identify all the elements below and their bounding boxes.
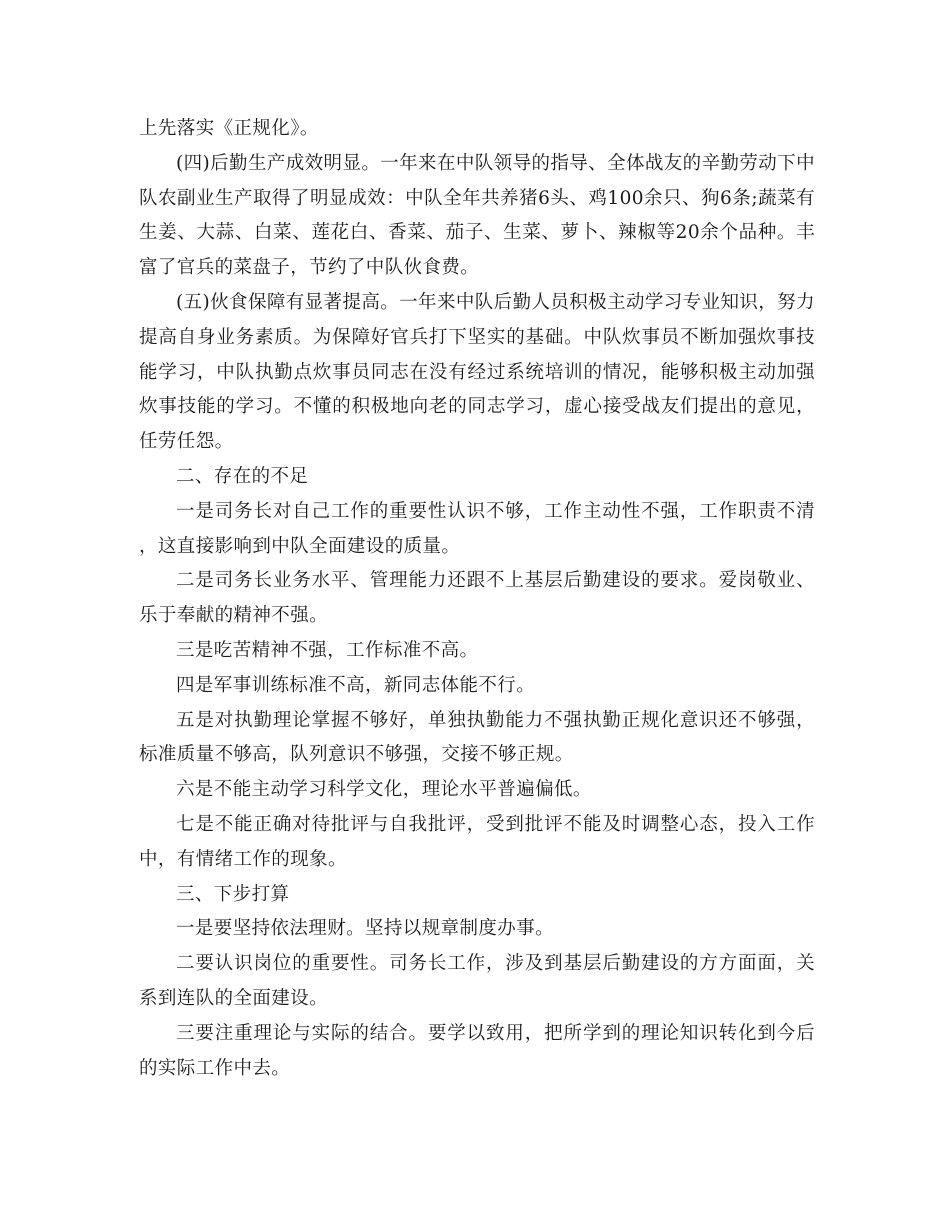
document-body xyxy=(139,112,815,1086)
section-heading-shortcomings: 二、存在的不足 xyxy=(176,465,309,487)
section-heading-next-steps: 三、下步打算 xyxy=(176,883,290,905)
plan-item-2: 二要认识岗位的重要性。司务长工作，涉及到基层后勤建设的方方面面，关系到连队的全面建设。 xyxy=(139,953,815,1009)
plan-item-3: 三要注重理论与实际的结合。要学以致用，把所学到的理论知识转化到今后的实际工作中去。 xyxy=(139,1022,815,1079)
shortcoming-item-6: 六是不能主动学习科学文化，理论水平普遍偏低。 xyxy=(176,779,592,801)
plan-item-1: 一是要坚持依法理财。坚持以规章制度办事。 xyxy=(176,918,555,940)
paragraph-continuation: 上先落实《正规化》。 xyxy=(139,118,319,139)
paragraph-food-support: (五)伙食保障有显著提高。一年来中队后勤人员积极主动学习专业知识，努力提高自身业务素质。为保障好官兵打下坚实的基础。中队炊事员不断加强炊事技能学习，中队执勤点炊事员同志在没有经过系统培训的情况，能够积极主动加强炊事技能的学习。不懂的积极地向老的同志学习，虚心接受战友们提出的意见，任劳任怨。 xyxy=(139,291,815,453)
shortcoming-item-4: 四是军事训练标准不高，新同志体能不行。 xyxy=(176,674,536,696)
shortcoming-item-7: 七是不能正确对待批评与自我批评，受到批评不能及时调整心态，投入工作中，有情绪工作的现象。 xyxy=(139,813,815,870)
shortcoming-item-3: 三是吃苦精神不强，工作标准不高。 xyxy=(176,639,479,661)
shortcoming-item-1: 一是司务长对自己工作的重要性认识不够，工作主动性不强，工作职责不清，这直接影响到中队全面建设的质量。 xyxy=(139,500,815,557)
shortcoming-item-5: 五是对执勤理论掌握不够好，单独执勤能力不强执勤正规化意识还不够强，标准质量不够高，队列意识不够强，交接不够正规。 xyxy=(139,709,815,766)
paragraph-logistics-production: (四)后勤生产成效明显。一年来在中队领导的指导、全体战友的辛勤劳动下中队农副业生产取得了明显成效：中队全年共养猪6头、鸡100余只、狗6条;蔬菜有生姜、大蒜、白菜、莲花白、香菜、茄子、生菜、萝卜、辣椒等20余个品种。丰富了官兵的菜盘子，节约了中队伙食费。 xyxy=(139,152,815,279)
shortcoming-item-2: 二是司务长业务水平、管理能力还跟不上基层后勤建设的要求。爱岗敬业、乐于奉献的精神不强。 xyxy=(139,570,815,627)
